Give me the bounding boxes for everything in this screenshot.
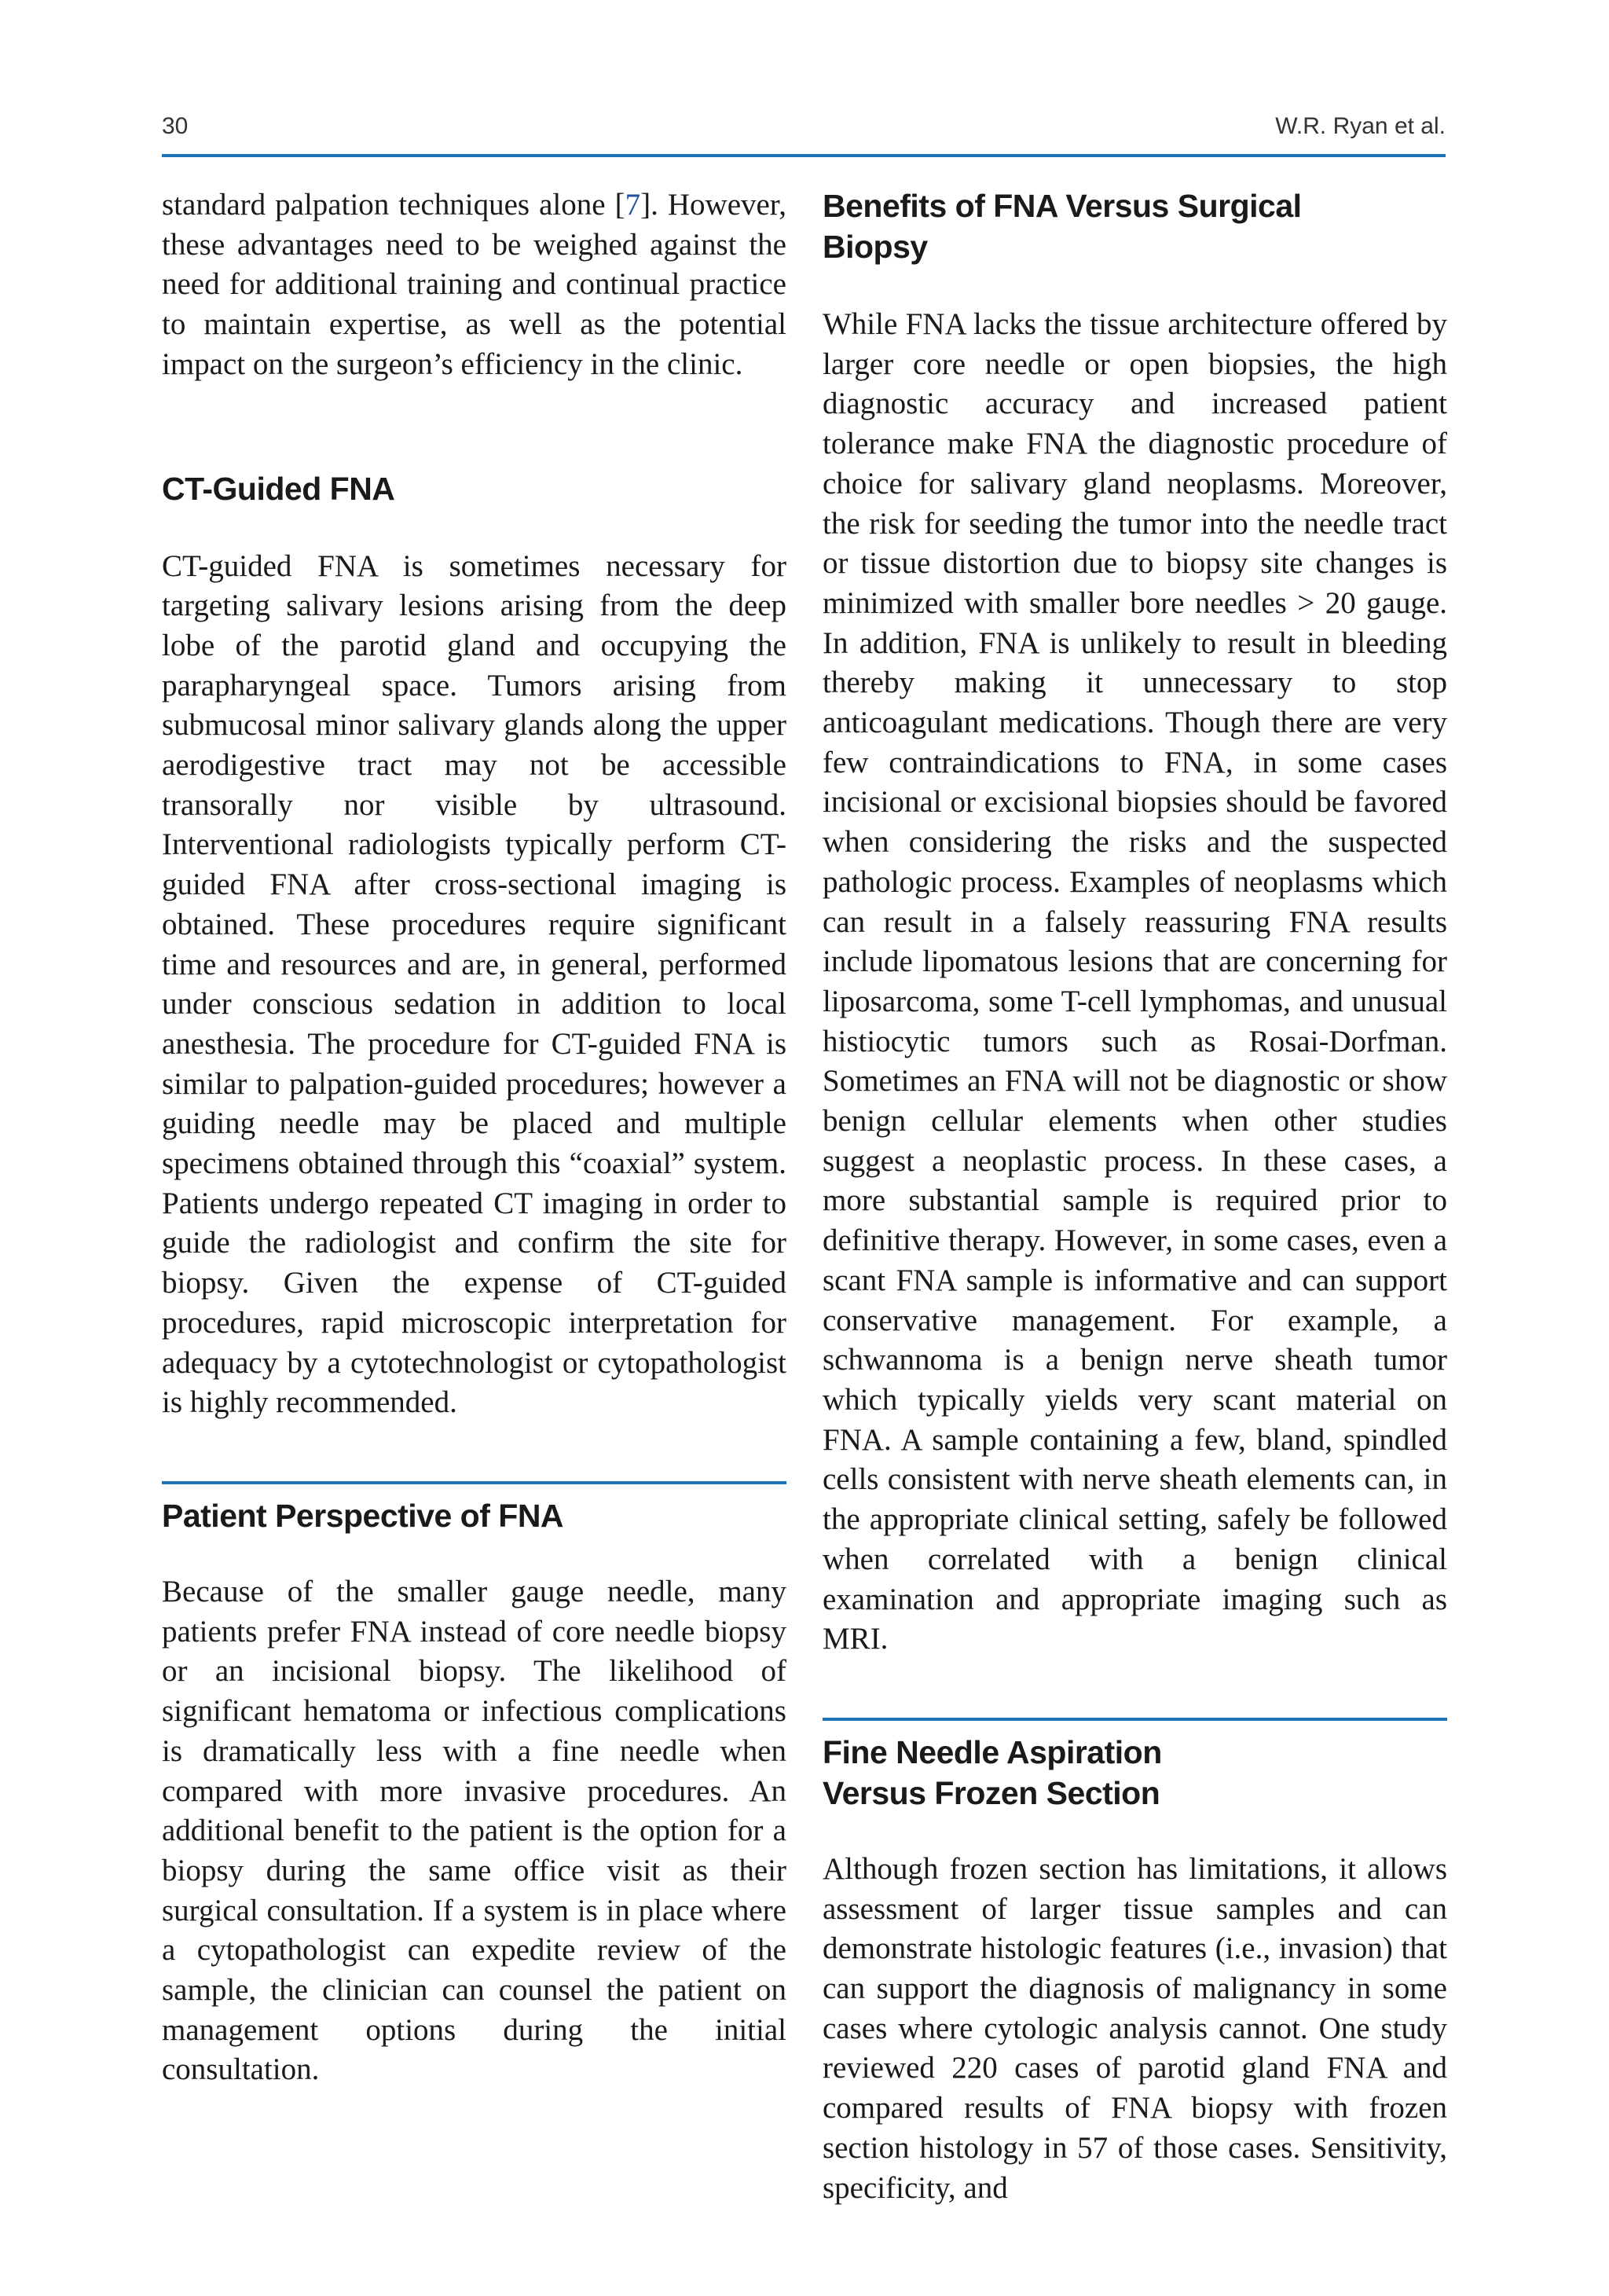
patient-perspective-paragraph: Because of the smaller gauge needle, many patients prefer FNA instead of core needle biopsy or an incisional biopsy. The likelihood of significant hematoma or infectious complications is dramatically less with a fine needle when compared with more invasive procedures. An additional benefit to the patient is the option for a biopsy during the same office visit as their surgical consultation. If a system is in place where a cytopathologist can expedite review of the sample, the clinician can counsel the patient on management options during the initial consultation. [162,1574,786,2087]
continued-paragraph: standard palpation techniques alone [7]. However, these advantages need to be weighed against the need for additional training and continual practice to maintain expertise, as well as the potential impact on the surgeon’s efficiency in the clinic. [162,188,786,381]
page-header [162,108,1446,143]
frozen-section-paragraph: Although frozen section has limitations, it allows assessment of larger tissue samples and can demonstrate histologic features (i.e., invasion) that can support the diagnosis of malignancy in some cases where cytologic analysis cannot. One study reviewed 220 cases of parotid gland FNA and compared results of FNA biopsy with frozen section histology in 57 of those cases. Sensitivity, specificity, and [823,1851,1447,2205]
section-rule [162,1481,786,1484]
header-rule [162,154,1446,157]
running-head: W.R. Ryan et al. [1275,113,1446,139]
benefits-paragraph: While FNA lacks the tissue architecture offered by larger core needle or open biopsies, the high diagnostic accuracy and increased patient tolerance make FNA the diagnostic procedure of choice for salivary gland neoplasms. Moreover, the risk for seeding the tumor into the needle tract or tissue distortion due to biopsy site changes is minimized with smaller bore needles > 20 gauge. In addition, FNA is unlikely to result in bleeding thereby making it unnecessary to stop anticoagulant medications. Though there are very few contraindications to FNA, in some cases incisional or excisional biopsies should be favored when considering the risks and the suspected pathologic process. Examples of neoplasms which can result in a falsely reassuring FNA results include lipomatous lesions that are concerning for liposarcoma, some T-cell lymphomas, and unusual histiocytic tumors such as Rosai-Dorfman. Sometimes an FNA will not be diagnostic or show benign cellular elements when other studies suggest a neoplastic process. In these cases, a more substantial sample is required prior to definitive therapy. However, in some cases, even a scant FNA sample is informative and can support conservative management. For example, a schwannoma is a benign nerve sheath tumor which typically yields very scant material on FNA. A sample containing a few, bland, spindled cells consistent with nerve sheath elements can, in the appropriate clinical setting, safely be followed when correlated with a benign clinical examination and appropriate imaging such as MRI. [823,307,1447,1656]
section-heading-frozen-section: Fine Needle Aspiration Versus Frozen Section [823,1733,1162,1811]
section-heading-patient-perspective: Patient Perspective of FNA [162,1497,564,1534]
citation-link[interactable]: 7 [625,188,641,222]
section-heading-benefits: Benefits of FNA Versus Surgical Biopsy [823,188,1302,265]
section-rule [823,1718,1447,1721]
left-column [162,185,786,2090]
page-number: 30 [162,113,189,139]
section-heading-ct-guided-fna: CT-Guided FNA [162,470,395,507]
ct-guided-paragraph: CT-guided FNA is sometimes necessary for targeting salivary lesions arising from the deep lobe of the parotid gland and occupying the parapharyngeal space. Tumors arising from submucosal minor salivary glands along the upper aerodigestive tract may not be accessible transorally nor visible by ultrasound. Interventional radiologists typically perform CT-guided FNA after cross-sectional imaging is obtained. These procedures require significant time and resources and are, in general, performed under conscious sedation in addition to local anesthesia. The procedure for CT-guided FNA is similar to palpation-guided procedures; however a guiding needle may be placed and multiple specimens obtained through this “coaxial” system. Patients undergo repeated CT imaging in order to guide the radiologist and confirm the site for biopsy. Given the expense of CT-guided procedures, rapid microscopic interpretation for adequacy by a cytotechnologist or cytopathologist is highly recommended. [162,548,786,1420]
right-column [823,185,1447,2208]
